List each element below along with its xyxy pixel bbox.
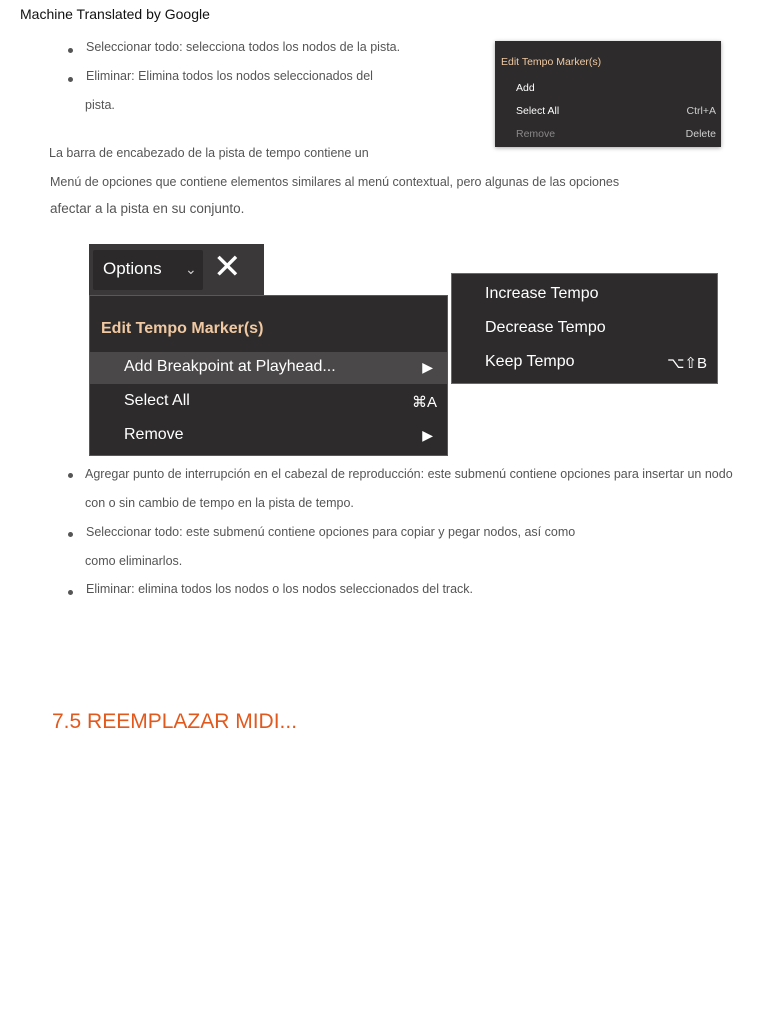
paragraph-line-1: La barra de encabezado de la pista de tempo contiene un bbox=[49, 146, 369, 160]
bullet-remove-submenu-text: Eliminar: elimina todos los nodos o los nodos seleccionados del track. bbox=[86, 582, 474, 596]
submenu-item-increase-tempo[interactable]: Increase Tempo bbox=[485, 285, 599, 302]
chevron-down-icon: ⌄ bbox=[185, 261, 197, 277]
bullet-add-breakpoint-text-cont: con o sin cambio de tempo en la pista de tempo. bbox=[85, 496, 354, 510]
bullet-dot bbox=[68, 77, 73, 82]
submenu-item-keep-tempo[interactable]: Keep Tempo bbox=[485, 353, 575, 370]
bullet-add-breakpoint-text: Agregar punto de interrupción en el cabezal de reproducción: este submenú contiene opciones para insertar un nodo bbox=[85, 467, 733, 481]
select-all-shortcut: ⌘A bbox=[411, 394, 437, 411]
bullet-select-all-text: Seleccionar todo: selecciona todos los nodos de la pista. bbox=[86, 40, 401, 54]
bullet-dot bbox=[68, 532, 73, 537]
bullet-select-all-submenu-text: Seleccionar todo: este submenú contiene opciones para copiar y pegar nodos, así como bbox=[86, 525, 576, 539]
close-icon[interactable]: ✕ bbox=[213, 248, 242, 286]
bullet-dot bbox=[68, 48, 73, 53]
context-menu-screenshot bbox=[495, 41, 721, 147]
bullet-dot bbox=[68, 473, 73, 478]
context-menu-shortcut-select-all: Ctrl+A bbox=[686, 105, 716, 117]
context-menu-item-select-all[interactable]: Select All bbox=[516, 105, 560, 117]
submenu-item-decrease-tempo[interactable]: Decrease Tempo bbox=[485, 319, 606, 336]
bullet-remove-text-cont: pista. bbox=[85, 98, 115, 112]
context-menu-title: Edit Tempo Marker(s) bbox=[501, 56, 602, 68]
options-header-screenshot bbox=[89, 244, 264, 295]
menu-item-remove[interactable]: Remove bbox=[124, 426, 184, 443]
bullet-remove-text: Eliminar: Elimina todos los nodos seleccionados del bbox=[86, 69, 373, 83]
tempo-submenu-screenshot bbox=[451, 273, 718, 384]
submenu-arrow-icon: ▶ bbox=[422, 359, 433, 375]
menu-item-select-all[interactable]: Select All bbox=[124, 392, 190, 409]
options-button-label: Options bbox=[103, 259, 162, 278]
menu-item-add-breakpoint[interactable]: Add Breakpoint at Playhead... bbox=[124, 358, 336, 375]
context-menu-shortcut-remove: Delete bbox=[685, 128, 716, 140]
paragraph-line-2: Menú de opciones que contiene elementos similares al menú contextual, pero algunas de las opciones bbox=[50, 175, 620, 189]
context-menu-item-remove[interactable]: Remove bbox=[516, 128, 556, 140]
paragraph-line-3: afectar a la pista en su conjunto. bbox=[50, 201, 245, 216]
submenu-arrow-icon: ▶ bbox=[422, 427, 433, 443]
options-button[interactable] bbox=[93, 250, 203, 290]
bullet-select-all-submenu-text-cont: como eliminarlos. bbox=[85, 554, 183, 568]
machine-translation-header: Machine Translated by Google bbox=[20, 6, 210, 22]
context-menu-item-add[interactable]: Add bbox=[516, 82, 535, 94]
options-menu-title: Edit Tempo Marker(s) bbox=[101, 320, 264, 337]
bullet-dot bbox=[68, 590, 73, 595]
options-menu-screenshot bbox=[89, 295, 448, 456]
keep-tempo-shortcut: ⌥⇧B bbox=[667, 355, 707, 372]
section-title: 7.5 REEMPLAZAR MIDI... bbox=[52, 710, 298, 733]
